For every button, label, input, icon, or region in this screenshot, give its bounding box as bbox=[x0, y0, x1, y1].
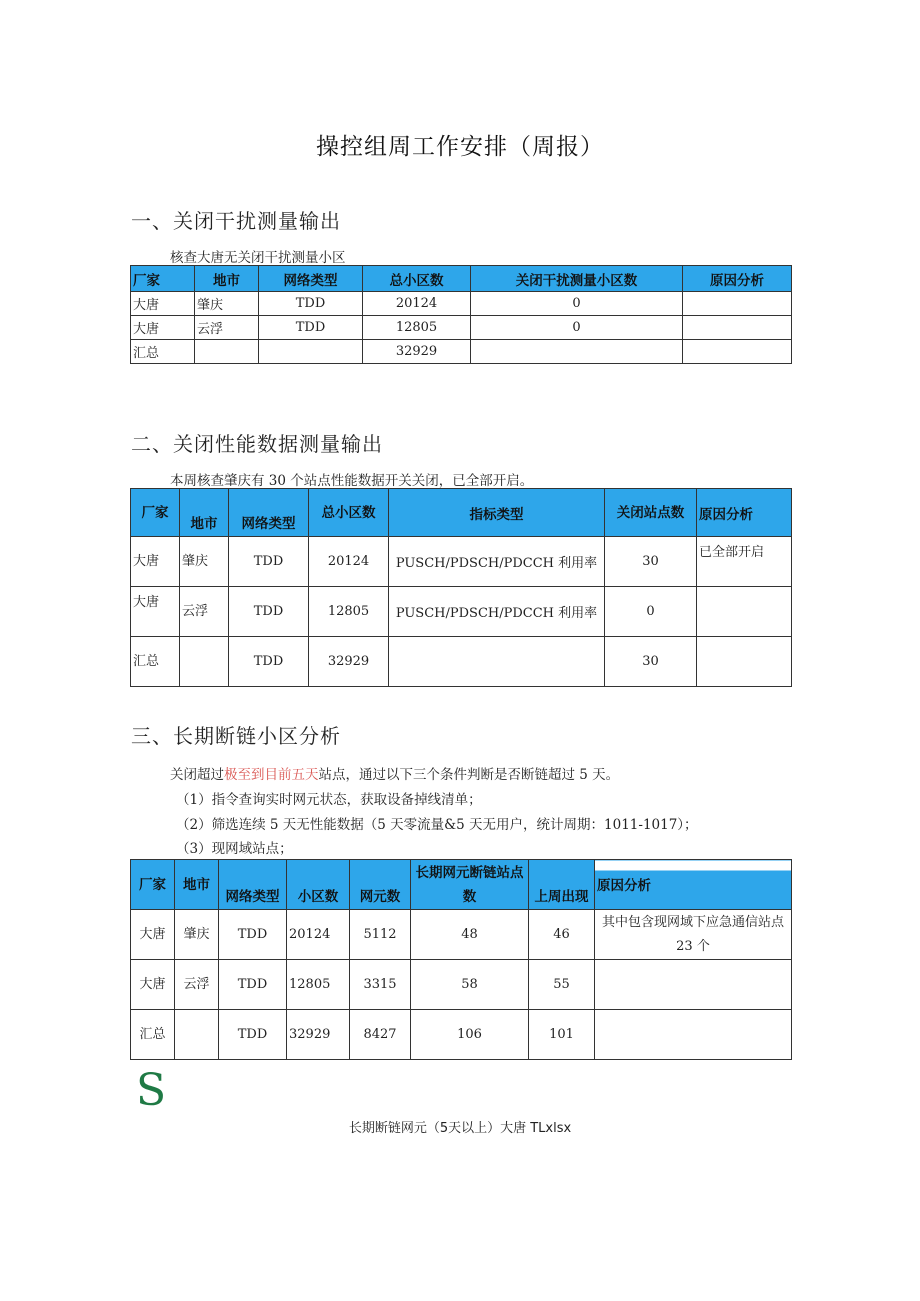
header-cell-count: 小区数 bbox=[287, 860, 350, 910]
header-network-type: 网络类型 bbox=[219, 860, 287, 910]
cell-total-cells: 12805 bbox=[363, 316, 471, 340]
page-title: 操控组周工作安排（周报） bbox=[316, 134, 604, 160]
cell-city bbox=[195, 340, 259, 364]
cell-reason bbox=[683, 316, 792, 340]
cell-disconnected-sites: 106 bbox=[411, 1010, 529, 1060]
cell-network-type: TDD bbox=[219, 910, 287, 960]
table-row-total bbox=[131, 340, 792, 364]
header-element-count: 网元数 bbox=[350, 860, 411, 910]
header-metric-type: 指标类型 bbox=[389, 489, 605, 537]
cell-reason bbox=[697, 587, 792, 637]
cell-network-type: TDD bbox=[229, 587, 309, 637]
header-last-week: 上周出现 bbox=[529, 860, 595, 910]
cell-network-type: TDD bbox=[219, 960, 287, 1010]
cell-element-count: 5112 bbox=[350, 910, 411, 960]
cell-reason bbox=[683, 340, 792, 364]
cell-vendor: 大唐 bbox=[131, 960, 175, 1010]
cell-reason bbox=[595, 1010, 792, 1060]
header-vendor: 厂家 bbox=[131, 489, 180, 537]
cell-network-type: TDD bbox=[259, 316, 363, 340]
cell-city: 云浮 bbox=[180, 587, 229, 637]
cell-vendor: 汇总 bbox=[131, 1010, 175, 1060]
header-city: 地市 bbox=[175, 860, 219, 910]
cell-closed-sites: 30 bbox=[605, 537, 697, 587]
header-reason: 原因分析 bbox=[595, 860, 792, 910]
cell-closed-sites: 0 bbox=[605, 587, 697, 637]
cell-network-type: TDD bbox=[229, 637, 309, 687]
header-vendor: 厂家 bbox=[131, 266, 195, 292]
header-network-type: 网络类型 bbox=[259, 266, 363, 292]
table-header-row bbox=[131, 489, 792, 537]
table-row bbox=[131, 316, 792, 340]
cell-city: 云浮 bbox=[195, 316, 259, 340]
cell-reason bbox=[683, 292, 792, 316]
cell-reason: 已全部开启 bbox=[697, 537, 792, 587]
section3-heading: 三、长期断链小区分析 bbox=[131, 724, 341, 748]
header-total-cells: 总小区数 bbox=[309, 489, 389, 537]
cell-reason: 其中包含现网域下应急通信站点 23 个 bbox=[595, 910, 792, 960]
header-vendor: 厂家 bbox=[131, 860, 175, 910]
table-row-total bbox=[131, 637, 792, 687]
condition-item: （3）现网域站点； bbox=[176, 841, 293, 857]
cell-closed-cells: 0 bbox=[471, 316, 683, 340]
cell-vendor: 大唐 bbox=[131, 587, 180, 637]
cell-total-cells: 20124 bbox=[363, 292, 471, 316]
condition-item: （1）指令查询实时网元状态，获取设备掉线清单； bbox=[176, 792, 482, 808]
cell-disconnected-sites: 48 bbox=[411, 910, 529, 960]
header-closed-cells: 关闭干扰测量小区数 bbox=[471, 266, 683, 292]
attachment-label[interactable]: 长期断链网元（5天以上）大唐 TLxlsx bbox=[348, 1121, 572, 1136]
cell-last-week: 55 bbox=[529, 960, 595, 1010]
cell-total-cells: 32929 bbox=[309, 637, 389, 687]
header-total-cells: 总小区数 bbox=[363, 266, 471, 292]
cell-cell-count: 32929 bbox=[287, 1010, 350, 1060]
intro-text: 站点，通过以下三个条件判断是否断链超过 5 天。 bbox=[318, 767, 620, 783]
cell-reason bbox=[595, 960, 792, 1010]
table-performance bbox=[130, 488, 792, 687]
header-network-type: 网络类型 bbox=[229, 489, 309, 537]
condition-item: （2）筛选连续 5 天无性能数据（5 天零流量&5 天无用户，统计周期：1011-1017）； bbox=[176, 817, 698, 833]
table-row bbox=[131, 537, 792, 587]
cell-network-type: TDD bbox=[219, 1010, 287, 1060]
cell-metric-type: PUSCH/PDSCH/PDCCH 利用率 bbox=[389, 537, 605, 587]
cell-element-count: 3315 bbox=[350, 960, 411, 1010]
cell-total-cells: 12805 bbox=[309, 587, 389, 637]
cell-vendor: 大唐 bbox=[131, 910, 175, 960]
section2-intro: 本周核查肇庆有 30 个站点性能数据开关关闭，已全部开启。 bbox=[170, 473, 534, 489]
cell-element-count: 8427 bbox=[350, 1010, 411, 1060]
header-reason: 原因分析 bbox=[683, 266, 792, 292]
cell-city: 肇庆 bbox=[175, 910, 219, 960]
header-city: 地市 bbox=[180, 489, 229, 537]
cell-closed-cells: 0 bbox=[471, 292, 683, 316]
section3-intro bbox=[170, 763, 619, 783]
section2-heading: 二、关闭性能数据测量输出 bbox=[131, 432, 383, 456]
intro-highlight: 极至到目前五天 bbox=[224, 767, 319, 783]
cell-city bbox=[180, 637, 229, 687]
cell-city: 肇庆 bbox=[195, 292, 259, 316]
table-row bbox=[131, 587, 792, 637]
cell-closed-cells bbox=[471, 340, 683, 364]
cell-total-cells: 20124 bbox=[309, 537, 389, 587]
table-row bbox=[131, 292, 792, 316]
header-closed-sites: 关闭站点数 bbox=[605, 489, 697, 537]
cell-metric-type bbox=[389, 637, 605, 687]
table-header-row bbox=[131, 266, 792, 292]
cell-vendor: 大唐 bbox=[131, 537, 180, 587]
cell-network-type bbox=[259, 340, 363, 364]
cell-cell-count: 20124 bbox=[287, 910, 350, 960]
cell-metric-type: PUSCH/PDSCH/PDCCH 利用率 bbox=[389, 587, 605, 637]
cell-city: 肇庆 bbox=[180, 537, 229, 587]
header-disconnected-sites: 长期网元断链站点数 bbox=[411, 860, 529, 910]
table-header-row bbox=[131, 860, 792, 910]
table-interference bbox=[130, 265, 792, 364]
cell-vendor: 大唐 bbox=[131, 292, 195, 316]
cell-closed-sites: 30 bbox=[605, 637, 697, 687]
cell-vendor: 汇总 bbox=[131, 637, 180, 687]
intro-text: 关闭超过 bbox=[170, 767, 224, 783]
cell-total-cells: 32929 bbox=[363, 340, 471, 364]
spreadsheet-icon[interactable]: S bbox=[136, 1065, 167, 1116]
cell-city bbox=[175, 1010, 219, 1060]
cell-last-week: 46 bbox=[529, 910, 595, 960]
section1-intro: 核查大唐无关闭干扰测量小区 bbox=[170, 250, 346, 266]
header-city: 地市 bbox=[195, 266, 259, 292]
cell-vendor: 大唐 bbox=[131, 316, 195, 340]
cell-last-week: 101 bbox=[529, 1010, 595, 1060]
table-row bbox=[131, 960, 792, 1010]
cell-disconnected-sites: 58 bbox=[411, 960, 529, 1010]
cell-vendor: 汇总 bbox=[131, 340, 195, 364]
section1-heading: 一、关闭干扰测量输出 bbox=[131, 209, 341, 233]
table-row bbox=[131, 910, 792, 960]
cell-cell-count: 12805 bbox=[287, 960, 350, 1010]
cell-network-type: TDD bbox=[259, 292, 363, 316]
cell-reason bbox=[697, 637, 792, 687]
table-long-disconnect bbox=[130, 859, 792, 1060]
header-reason: 原因分析 bbox=[697, 489, 792, 537]
cell-network-type: TDD bbox=[229, 537, 309, 587]
cell-city: 云浮 bbox=[175, 960, 219, 1010]
table-row-total bbox=[131, 1010, 792, 1060]
